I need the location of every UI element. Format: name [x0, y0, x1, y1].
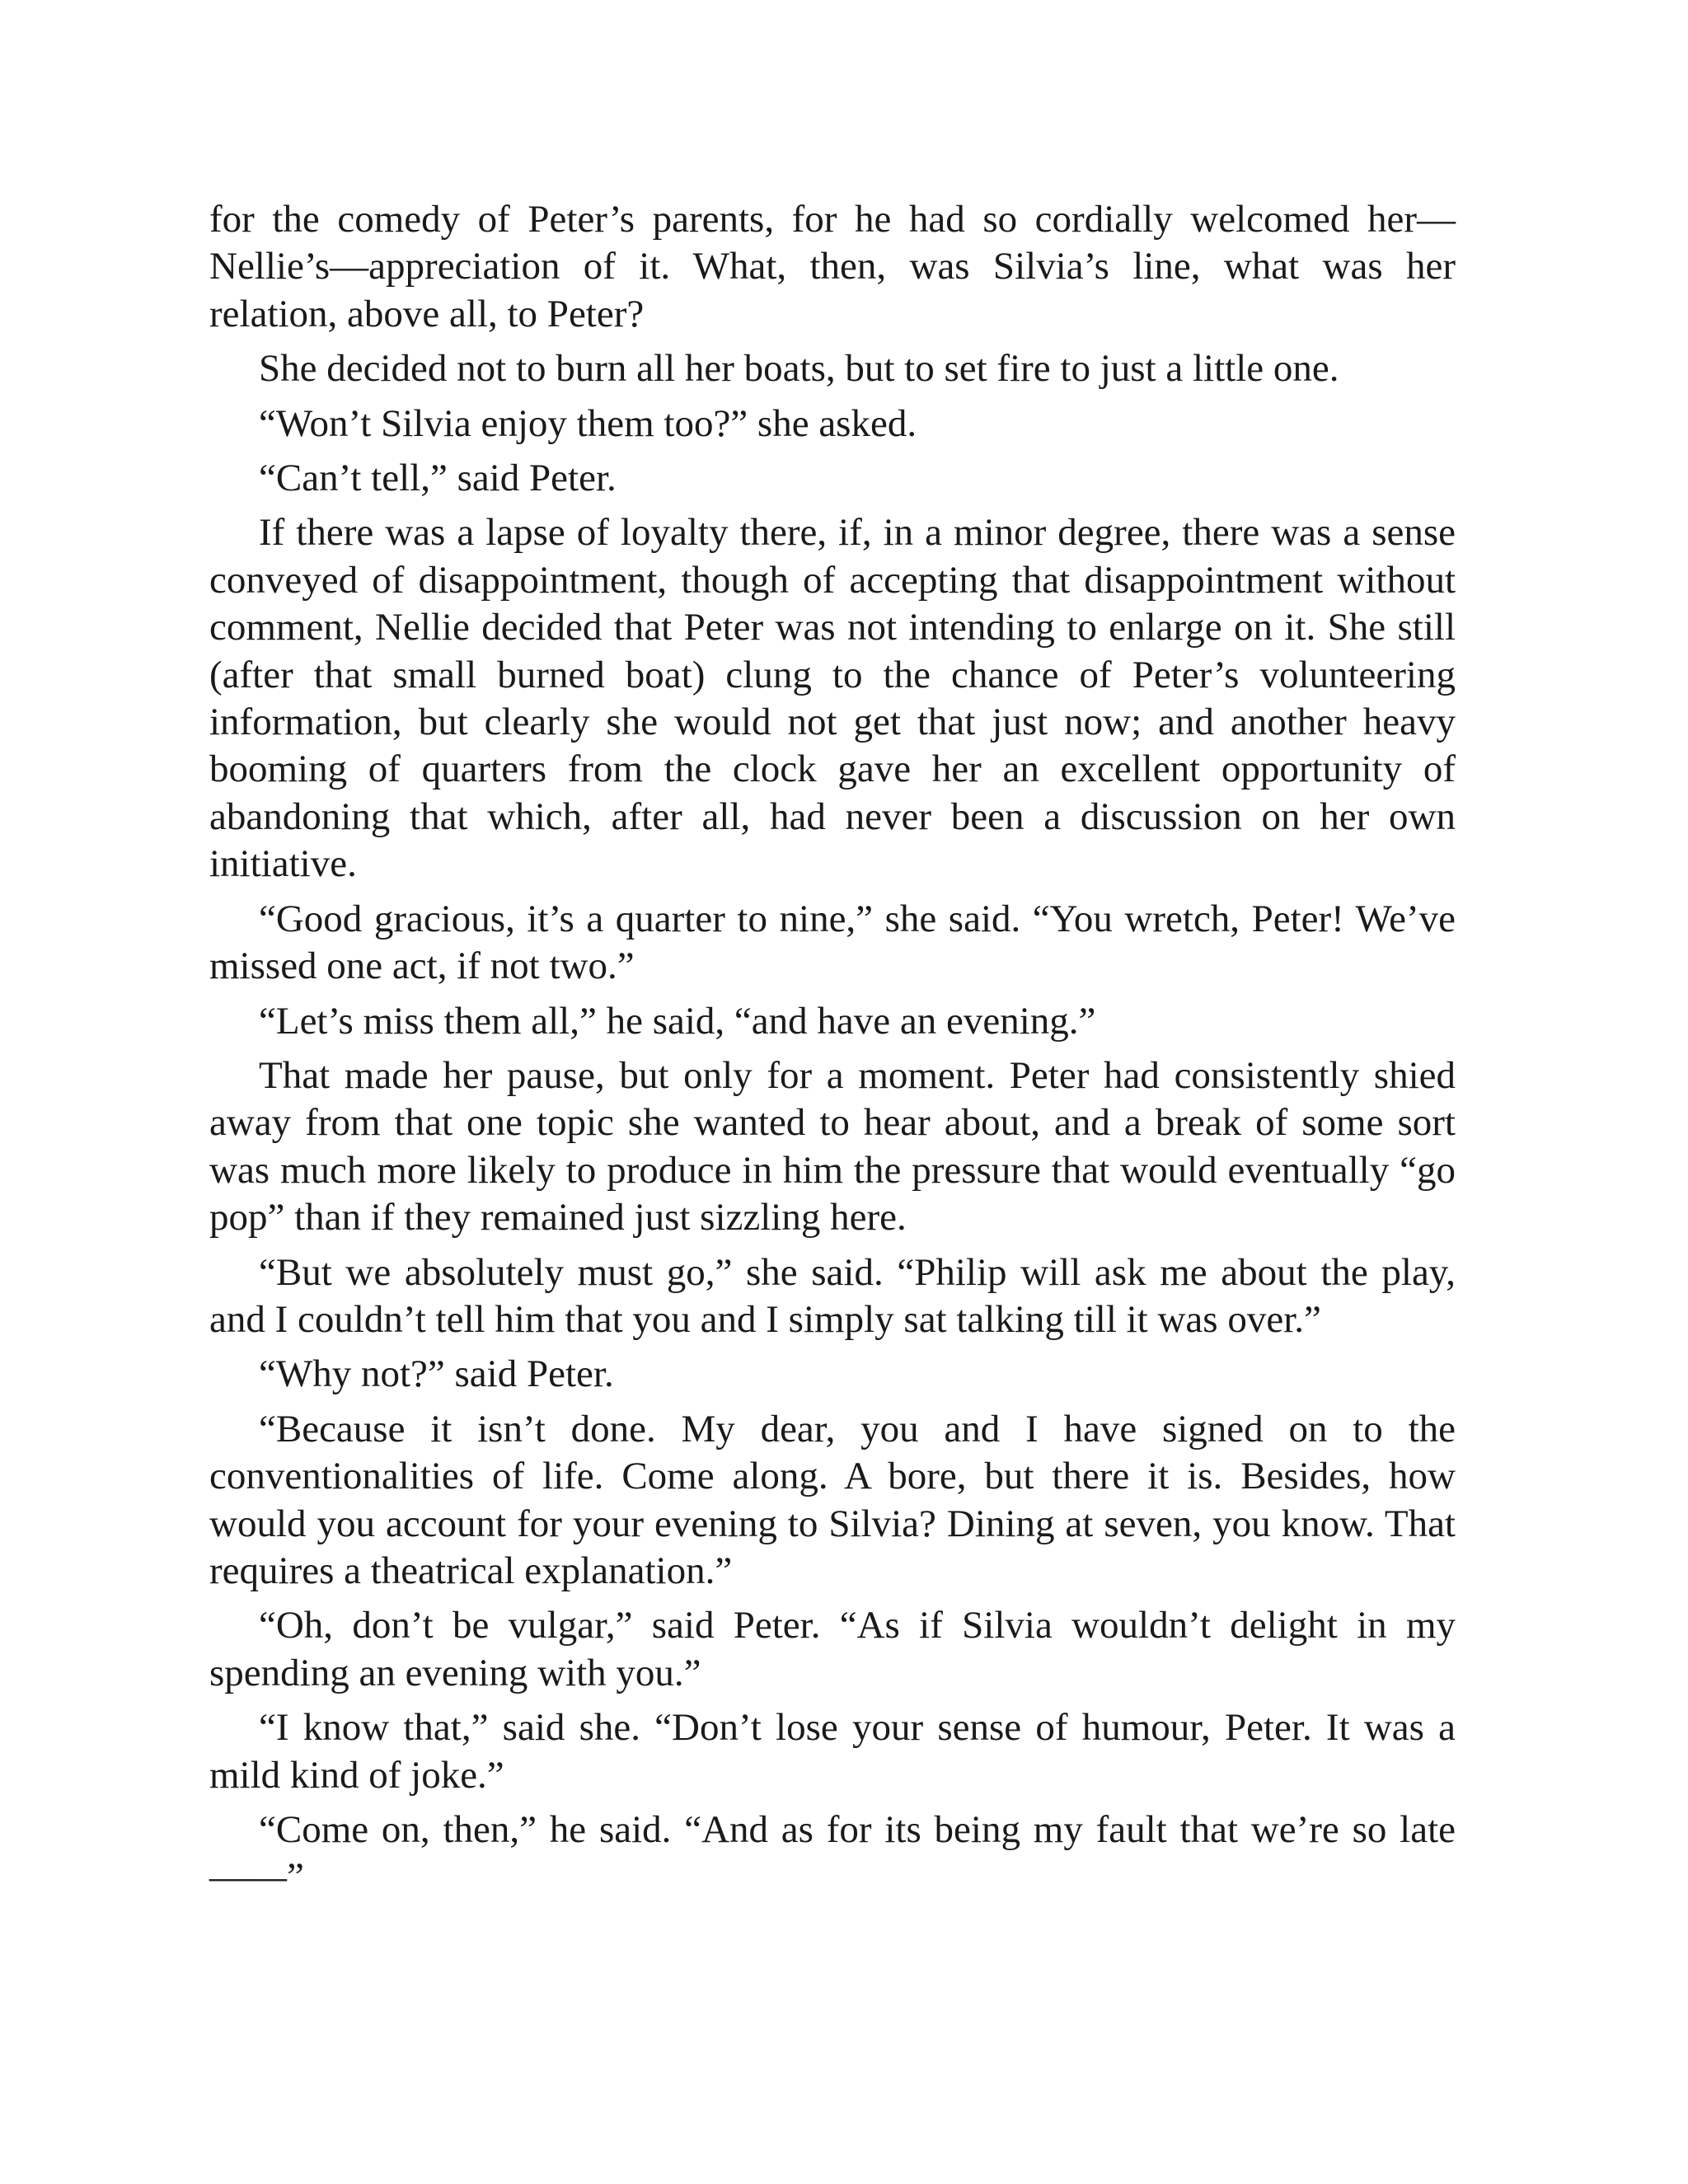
paragraph-3: “Won’t Silvia enjoy them too?” she asked.: [259, 401, 917, 445]
paragraph-12: “Oh, don’t be vulgar,” said Peter. “As if Silvia wouldn’t delight in my spending an evening with you.”: [209, 1604, 1456, 1694]
paragraph-9: “But we absolutely must go,” she said. “Philip will ask me about the play, and I couldn’t tell him that you and I simply sat talking till it was over.”: [209, 1250, 1456, 1341]
paragraph-1: for the comedy of Peter’s parents, for he had so cordially welcomed her—Nellie’s—appreciation of it. What, then, was Silvia’s line, what was her relation, above all, to Peter?: [209, 198, 1456, 335]
paragraph-7: “Let’s miss them all,” he said, “and have an evening.”: [259, 999, 1096, 1043]
paragraph-5: If there was a lapse of loyalty there, if, in a minor degree, there was a sense conveyed of disappointment, though of accepting that disappointment without comment, Nellie decided that Peter was not intending to enlarge on it. She still (after that small burned boat) clung to the chance of Peter’s volunteering information, but clearly she would not get that just now; and another heavy booming of quarters from the clock gave her an excellent opportunity of abandoning that which, after all, had never been a discussion on her own initiative.: [209, 511, 1456, 886]
paragraph-2: She decided not to burn all her boats, but to set fire to just a little one.: [259, 347, 1339, 391]
paragraph-13: “I know that,” said she. “Don’t lose your sense of humour, Peter. It was a mild kind of joke.”: [209, 1706, 1456, 1797]
paragraph-11: “Because it isn’t done. My dear, you and I have signed on to the conventionalities of life. Come along. A bore, but there it is. Besides, how would you account for your evening to Silvia? Dining at seven, you know. That requires a theatrical explanation.”: [209, 1407, 1456, 1592]
paragraph-10: “Why not?” said Peter.: [259, 1352, 614, 1396]
book-page: [209, 196, 1456, 1909]
paragraph-4: “Can’t tell,” said Peter.: [259, 457, 617, 500]
paragraph-8: That made her pause, but only for a moment. Peter had consistently shied away from that one topic she wanted to hear about, and a break of some sort was much more likely to produce in him the pressure that would eventually “go pop” than if they remained just sizzling here.: [209, 1053, 1456, 1240]
paragraph-6: “Good gracious, it’s a quarter to nine,” she said. “You wretch, Peter! We’ve missed one act, if not two.”: [209, 897, 1456, 988]
paragraph-14: “Come on, then,” he said. “And as for its being my fault that we’re so late——”: [209, 1808, 1456, 1899]
